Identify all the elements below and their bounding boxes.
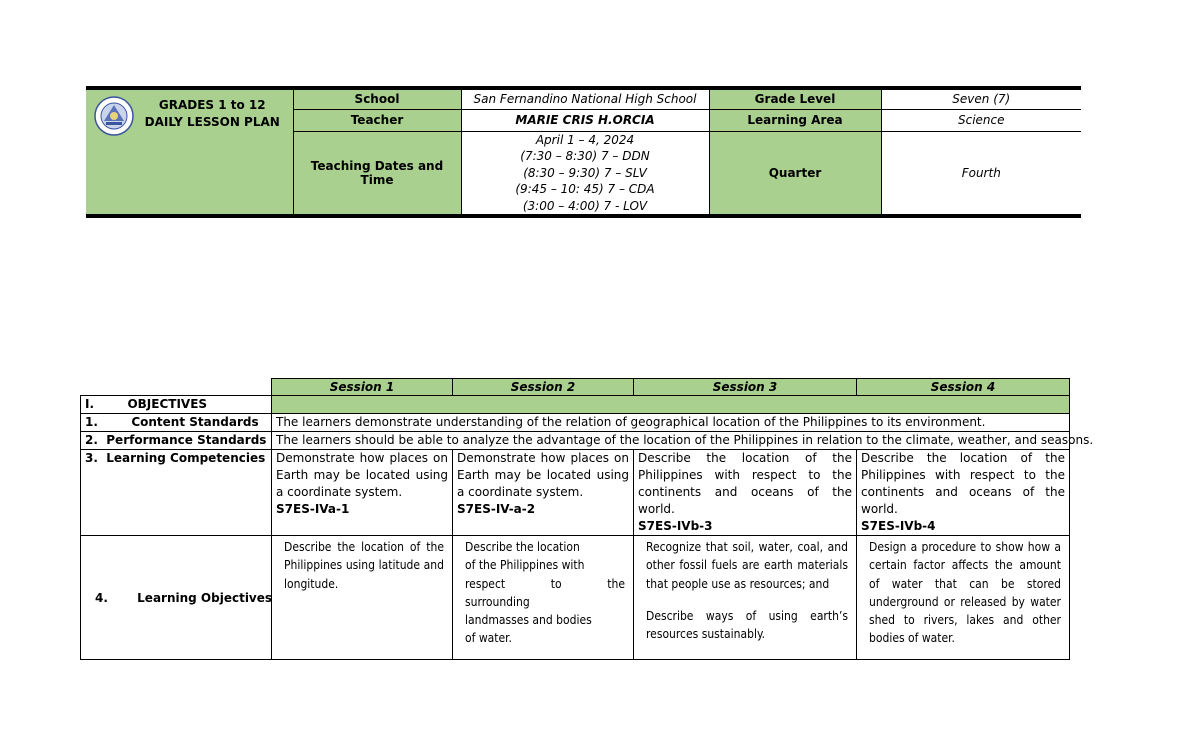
competency-text: Describe the location of the Philippines with respect to the continents and oceans of the world.: [638, 451, 852, 516]
competency-code: S7ES-IVa-1: [276, 502, 350, 516]
competency-code: S7ES-IVb-4: [861, 519, 936, 533]
objective-line: landmasses and bodies: [465, 613, 592, 628]
schedule-line: (9:45 – 10: 45) 7 – CDA: [515, 182, 655, 196]
quarter-value: Fourth: [881, 131, 1081, 214]
competency-session-4: [857, 450, 1070, 536]
header-title-line2: DAILY LESSON PLAN: [144, 115, 280, 129]
competency-session-3: [634, 450, 857, 536]
learning-objective-session-3: [634, 536, 857, 660]
learning-area-value: Science: [881, 109, 1081, 131]
school-label: School: [293, 90, 461, 109]
competency-session-1: [272, 450, 453, 536]
deped-seal-icon: [94, 96, 134, 136]
quarter-label: Quarter: [709, 131, 881, 214]
competency-text: Describe the location of the Philippines with respect to the continents and oceans of the world.: [861, 451, 1065, 516]
competency-text: Demonstrate how places on Earth may be located using a coordinate system.: [457, 451, 629, 499]
schedule-line: (3:00 – 4:00) 7 - LOV: [522, 198, 648, 213]
learning-area-label: Learning Area: [709, 109, 881, 131]
objective-line: surrounding: [465, 594, 530, 609]
date-line: April 1 – 4, 2024: [535, 132, 635, 147]
learning-objective-session-1: Describe the location of the Philippines using latitude and longitude.: [272, 536, 453, 660]
competency-session-2: [453, 450, 634, 536]
header-title-cell: [86, 90, 293, 214]
session-1-header: Session 1: [272, 379, 453, 396]
school-value: San Fernandino National High School: [461, 90, 709, 109]
content-standards-text: The learners demonstrate understanding of the relation of geographical location of the Philippines to its environment.: [272, 414, 1070, 432]
objective-line: respect to the: [465, 576, 625, 591]
teacher-value: MARIE CRIS H.ORCIA: [461, 109, 709, 131]
learning-objective-session-4: Design a procedure to show how a certain factor affects the amount of water that can be stored underground or released by water shed to rivers, lakes and other bodies of water.: [857, 536, 1070, 660]
objective-line: of the Philippines with: [465, 558, 585, 573]
objective-line: of water.: [465, 631, 512, 646]
competency-code: S7ES-IVb-3: [638, 519, 713, 533]
objective-part-2: Describe ways of using earth’s resources sustainably.: [646, 608, 848, 642]
objectives-section-label: I. OBJECTIVES: [81, 396, 272, 414]
teaching-dates-value: [461, 131, 709, 214]
schedule-line: (8:30 – 9:30) 7 – SLV: [523, 165, 647, 180]
competency-code: S7ES-IV-a-2: [457, 502, 536, 516]
schedule-line: (7:30 – 8:30) 7 – DDN: [520, 149, 650, 163]
empty-corner: [81, 379, 272, 396]
session-3-header: Session 3: [634, 379, 857, 396]
session-2-header: Session 2: [453, 379, 634, 396]
performance-standards-label: 2. Performance Standards: [81, 432, 272, 450]
objective-line: Describe the location: [465, 540, 580, 554]
teacher-label: Teacher: [293, 109, 461, 131]
content-standards-label: 1. Content Standards: [81, 414, 272, 432]
learning-competencies-label: 3. Learning Competencies: [81, 450, 272, 536]
teaching-dates-label: Teaching Dates and Time: [293, 131, 461, 214]
learning-objective-session-2: [453, 536, 634, 660]
header-title-line1: GRADES 1 to 12: [158, 98, 266, 112]
objectives-table: [80, 378, 1094, 660]
objective-part-1: Recognize that soil, water, coal, and other fossil fuels are earth materials that people use as resources; and: [646, 540, 848, 591]
performance-standards-text: The learners should be able to analyze the advantage of the location of the Philippines in relation to the climate, weather, and seasons.: [272, 432, 1070, 450]
session-4-header: Session 4: [857, 379, 1070, 396]
competency-text: Demonstrate how places on Earth may be located using a coordinate system.: [276, 451, 448, 499]
learning-objectives-label: 4. Learning Objectives: [81, 536, 272, 660]
objectives-section-bar: [272, 396, 1070, 414]
grade-level-value: Seven (7): [881, 90, 1081, 109]
lesson-plan-header: [86, 86, 1081, 218]
grade-level-label: Grade Level: [709, 90, 881, 109]
